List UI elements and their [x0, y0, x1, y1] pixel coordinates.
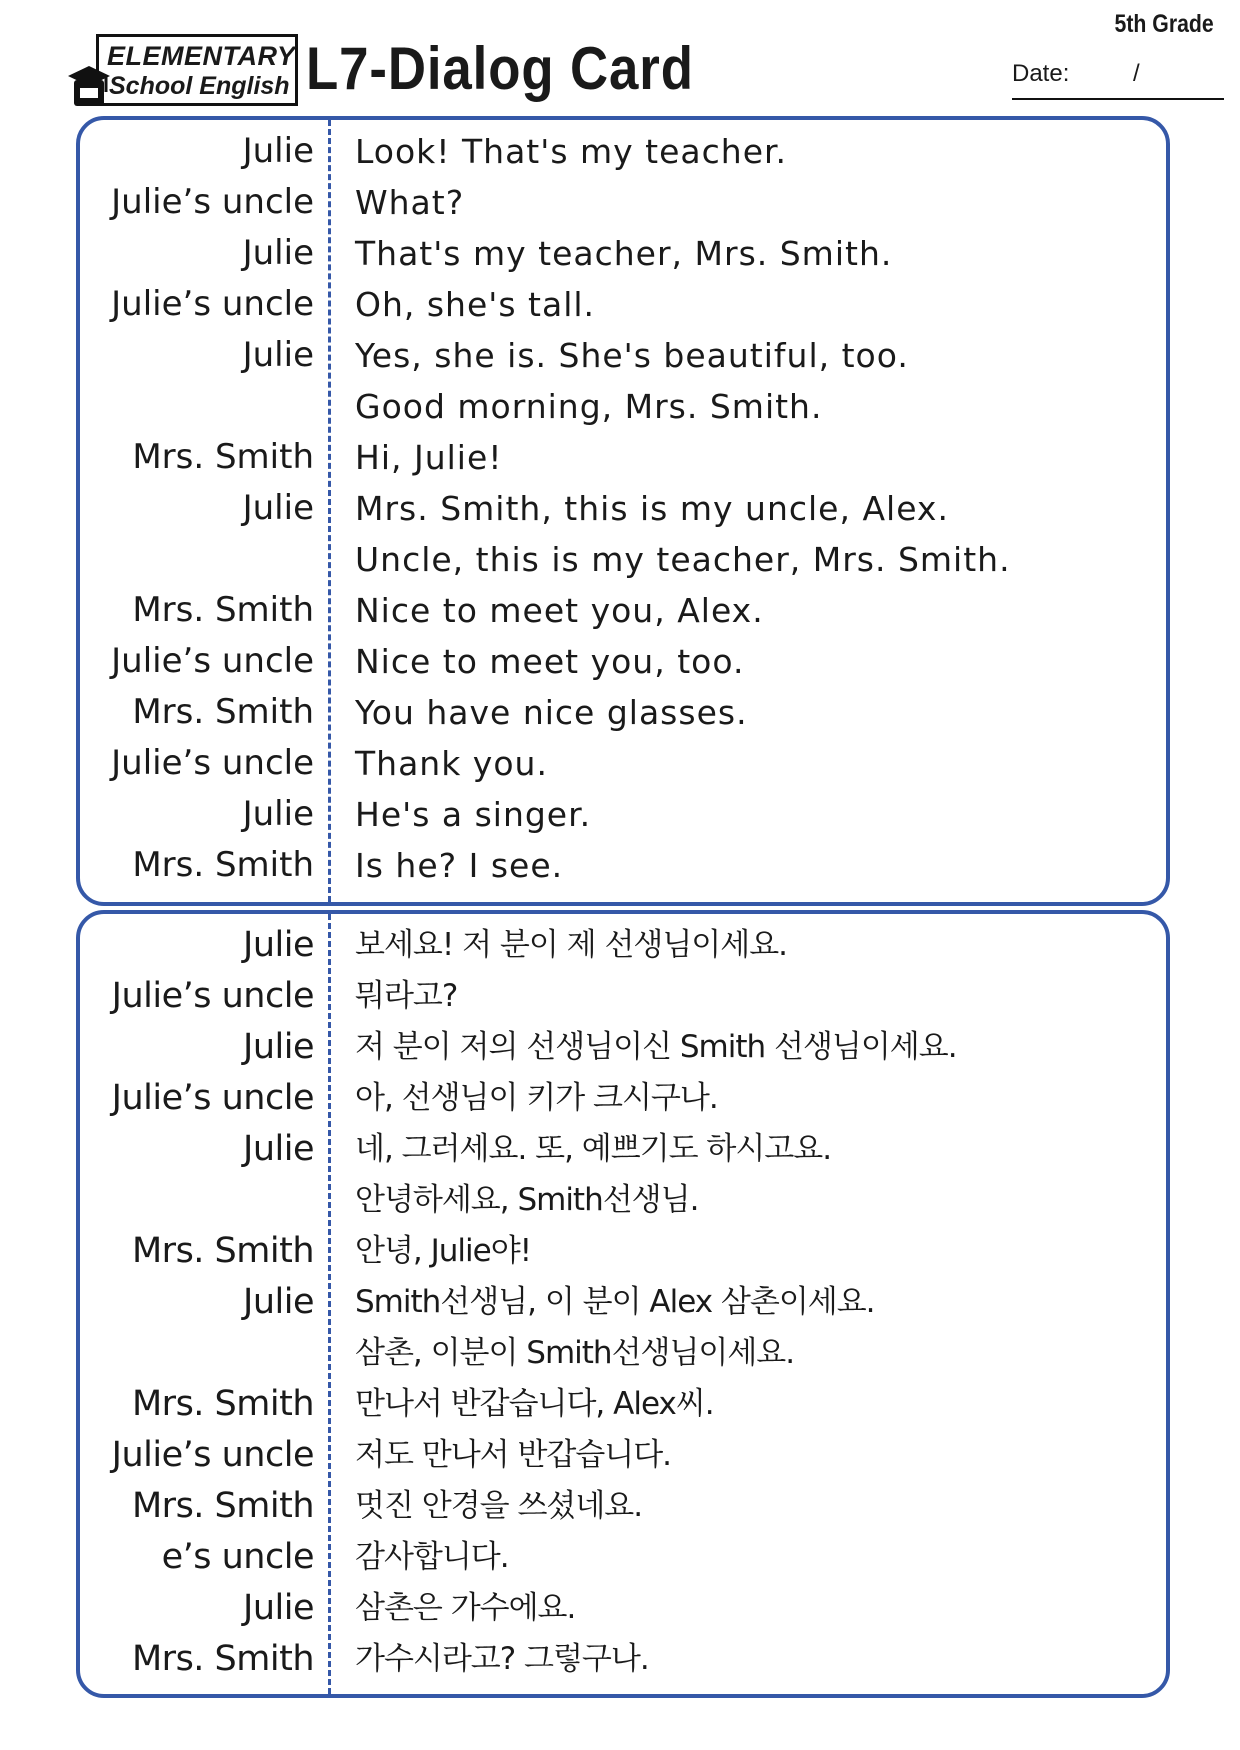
speaker-name: Mrs. Smith: [131, 1486, 314, 1526]
dialog-row: [80, 789, 1166, 840]
speaker-name: Julie: [243, 1027, 314, 1067]
dialog-row: [80, 840, 1166, 891]
speaker-name: Mrs. Smith: [132, 845, 314, 885]
speaker-name: Julie’s uncle: [111, 182, 314, 222]
speaker-name: Mrs. Smith: [132, 692, 314, 732]
dialog-line: Yes, she is. She's beautiful, too.: [355, 336, 909, 375]
dialog-line: 네, 그러세요. 또, 예쁘기도 하시고요.: [355, 1131, 832, 1167]
dialog-line: 멋진 안경을 쓰셨네요.: [355, 1488, 643, 1524]
logo-line-2: School English: [109, 72, 290, 100]
dialog-row: [80, 228, 1166, 279]
dialog-line: 아, 선생님이 키가 크시구나.: [355, 1080, 718, 1116]
dialog-row: [80, 1583, 1166, 1634]
dialog-line: Hi, Julie!: [355, 438, 503, 477]
dialog-row: [80, 534, 1166, 585]
speaker-name: Julie’s uncle: [111, 284, 314, 324]
dialog-line: 안녕하세요, Smith선생님.: [355, 1182, 699, 1218]
dialog-row: [80, 585, 1166, 636]
dialog-row: [80, 920, 1166, 971]
speaker-name: Julie: [242, 794, 314, 834]
speaker-name: Mrs. Smith: [131, 1384, 314, 1424]
dialog-line: 감사합니다.: [355, 1539, 509, 1575]
speaker-name: Julie: [242, 488, 314, 528]
speaker-name: Julie: [243, 1588, 314, 1628]
dialog-row: [80, 1481, 1166, 1532]
speaker-name: Julie: [242, 335, 314, 375]
speaker-name: Julie’s uncle: [111, 1435, 314, 1475]
school-logo: [66, 32, 298, 108]
dialog-row: [80, 1277, 1166, 1328]
dialog-line: 저 분이 저의 선생님이신 Smith 선생님이세요.: [355, 1029, 957, 1065]
dialog-row: [80, 1226, 1166, 1277]
dialog-row: [80, 971, 1166, 1022]
logo-line-1: ELEMENTARY: [107, 41, 296, 71]
speaker-name: Julie’s uncle: [111, 743, 314, 783]
dialog-line: 삼촌은 가수에요.: [355, 1590, 576, 1626]
english-dialog-card: [76, 116, 1170, 906]
speaker-name: Julie’s uncle: [111, 1078, 314, 1118]
dialog-row: [80, 1073, 1166, 1124]
korean-dialog-card: [76, 910, 1170, 1698]
speaker-name: e’s uncle: [161, 1537, 314, 1577]
dialog-line: Nice to meet you, Alex.: [355, 591, 764, 630]
speaker-name: Julie: [243, 925, 314, 965]
speaker-name: Julie: [242, 131, 314, 171]
dialog-row: [80, 1532, 1166, 1583]
dialog-line: 보세요! 저 분이 제 선생님이세요.: [355, 927, 787, 963]
grade-label: 5th Grade: [1114, 10, 1214, 38]
page-title: L7-Dialog Card: [306, 35, 694, 102]
dialog-line: Is he? I see.: [355, 846, 564, 885]
logo-box: [96, 34, 298, 106]
english-dialog-rows: [80, 126, 1166, 891]
dialog-line: Uncle, this is my teacher, Mrs. Smith.: [355, 540, 1011, 579]
speaker-name: Julie: [242, 233, 314, 273]
dialog-line: He's a singer.: [355, 795, 592, 834]
dialog-line: Look! That's my teacher.: [355, 132, 788, 171]
dialog-row: [80, 432, 1166, 483]
dialog-row: [80, 381, 1166, 432]
dialog-row: [80, 126, 1166, 177]
date-field[interactable]: [1012, 58, 1224, 100]
dialog-line: That's my teacher, Mrs. Smith.: [355, 234, 893, 273]
dialog-row: [80, 636, 1166, 687]
dialog-row: [80, 1328, 1166, 1379]
dialog-line: 만나서 반갑습니다, Alex씨.: [355, 1386, 714, 1422]
speaker-name: Mrs. Smith: [131, 1639, 314, 1679]
dialog-line: 가수시라고? 그렇구나.: [355, 1641, 649, 1677]
dialog-row: [80, 279, 1166, 330]
speaker-name: Julie: [243, 1282, 314, 1322]
dialog-row: [80, 483, 1166, 534]
dialog-row: [80, 177, 1166, 228]
speaker-name: Mrs. Smith: [132, 590, 314, 630]
speaker-name: Mrs. Smith: [132, 437, 314, 477]
dialog-line: You have nice glasses.: [355, 693, 748, 732]
dialog-row: [80, 738, 1166, 789]
dialog-line: 뭐라고?: [355, 978, 458, 1014]
graduation-cap-icon: [66, 62, 112, 108]
dialog-line: 삼촌, 이분이 Smith선생님이세요.: [355, 1335, 795, 1371]
dialog-line: Thank you.: [355, 744, 548, 783]
speaker-name: Mrs. Smith: [131, 1231, 314, 1271]
date-separator: /: [1133, 60, 1140, 87]
dialog-row: [80, 687, 1166, 738]
dialog-line: Good morning, Mrs. Smith.: [355, 387, 823, 426]
korean-dialog-rows: [80, 920, 1166, 1685]
dialog-row: [80, 330, 1166, 381]
dialog-line: What?: [355, 183, 465, 222]
dialog-row: [80, 1175, 1166, 1226]
dialog-line: Smith선생님, 이 분이 Alex 삼촌이세요.: [355, 1284, 875, 1320]
dialog-line: 안녕, Julie야!: [355, 1233, 532, 1269]
dialog-row: [80, 1124, 1166, 1175]
date-label: Date:: [1012, 60, 1070, 87]
speaker-name: Julie: [243, 1129, 314, 1169]
dialog-line: Nice to meet you, too.: [355, 642, 745, 681]
speaker-name: Julie’s uncle: [111, 976, 314, 1016]
dialog-row: [80, 1634, 1166, 1685]
dialog-line: 저도 만나서 반갑습니다.: [355, 1437, 672, 1473]
dialog-line: Mrs. Smith, this is my uncle, Alex.: [355, 489, 949, 528]
dialog-row: [80, 1022, 1166, 1073]
dialog-row: [80, 1430, 1166, 1481]
speaker-name: Julie’s uncle: [111, 641, 314, 681]
dialog-line: Oh, she's tall.: [355, 285, 596, 324]
dialog-row: [80, 1379, 1166, 1430]
